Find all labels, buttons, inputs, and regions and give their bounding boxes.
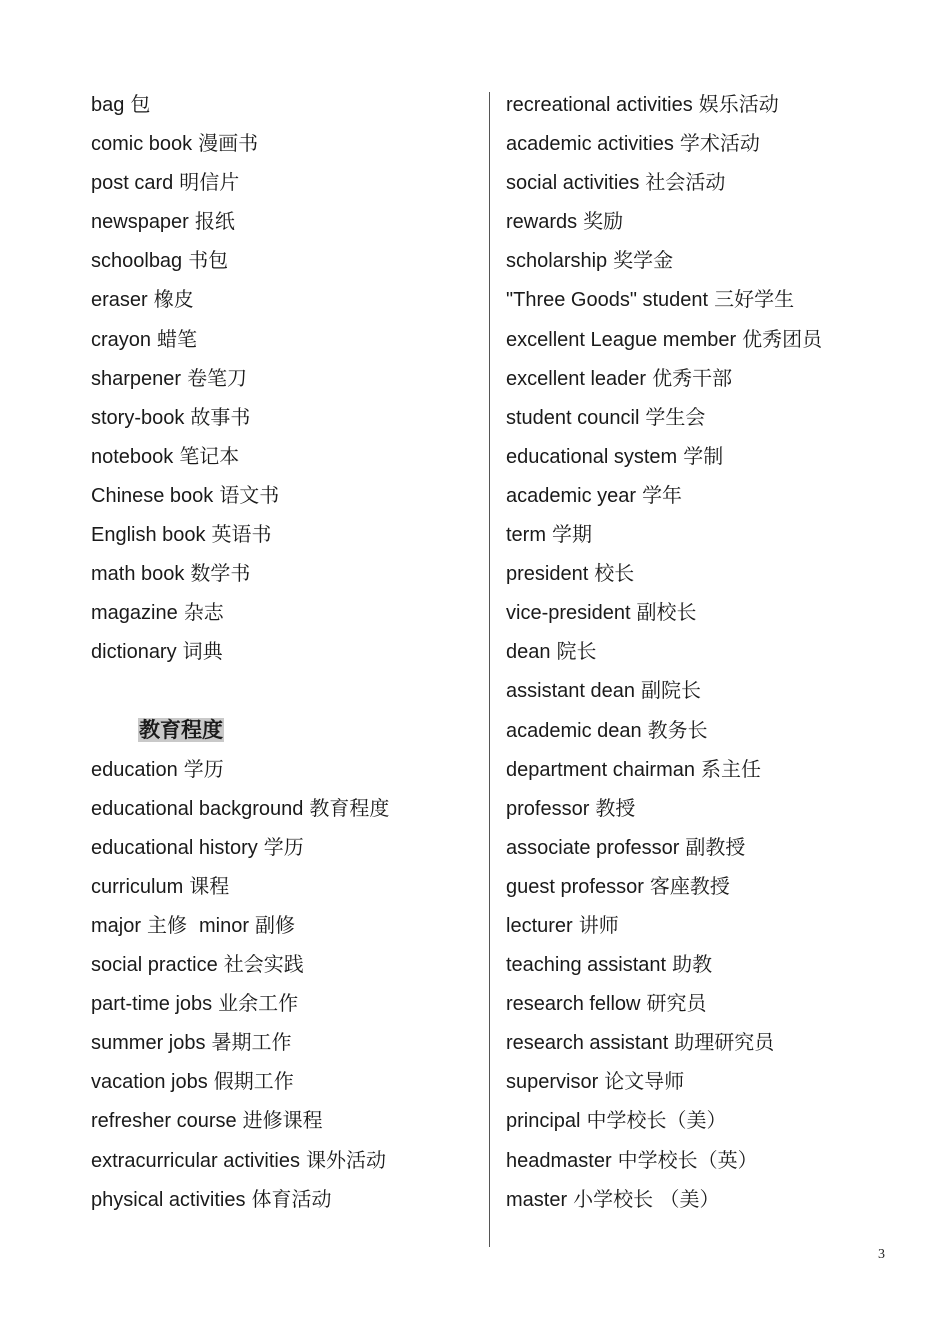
term-chinese: 语文书 xyxy=(219,482,280,507)
term-chinese: 数学书 xyxy=(190,561,251,586)
vocab-entry xyxy=(506,789,926,828)
vocab-entry xyxy=(91,398,481,437)
vocab-entry xyxy=(91,320,481,359)
term-chinese: 副教授 xyxy=(685,834,746,859)
term-chinese: 教育程度 xyxy=(309,795,390,820)
term-chinese: 副校长 xyxy=(636,600,697,625)
term-english: research assistant xyxy=(506,1032,669,1055)
term-english: supervisor xyxy=(506,1071,599,1094)
term-english: department chairman xyxy=(506,758,695,781)
term-english: education xyxy=(91,758,178,781)
vocab-entry xyxy=(506,671,926,710)
vocab-list-school xyxy=(506,85,926,1219)
term-english: newspaper xyxy=(91,211,189,234)
term-chinese: 明信片 xyxy=(179,170,240,195)
vocab-entry xyxy=(506,1141,926,1180)
term-english: teaching assistant xyxy=(506,954,667,977)
term-english: eraser xyxy=(91,289,148,312)
vocab-entry xyxy=(506,1062,926,1101)
term-english: academic activities xyxy=(506,133,674,156)
term-english: "Three Goods" student xyxy=(506,289,709,312)
term-english: bag xyxy=(91,94,125,116)
term-english: crayon xyxy=(91,328,152,351)
term-chinese: 学年 xyxy=(642,482,683,507)
term-chinese: 报纸 xyxy=(194,209,235,234)
vocab-entry xyxy=(506,476,926,515)
vocab-entry xyxy=(506,945,926,984)
term-english: schoolbag xyxy=(91,250,183,273)
term-chinese: 中学校长（英） xyxy=(617,1147,758,1172)
vocab-entry xyxy=(506,85,926,124)
vocab-entry xyxy=(91,789,481,828)
vocab-entry xyxy=(91,1062,481,1101)
vocab-entry xyxy=(506,593,926,632)
term-chinese: 暑期工作 xyxy=(211,1030,292,1055)
term-chinese: 娱乐活动 xyxy=(698,92,779,116)
term-chinese: 教务长 xyxy=(647,717,708,742)
vocab-entry xyxy=(91,437,481,476)
term-english: master xyxy=(506,1188,568,1211)
term-chinese: 助教 xyxy=(672,952,713,977)
vocab-entry xyxy=(91,359,481,398)
term-chinese: 杂志 xyxy=(183,600,224,625)
term-english: term xyxy=(506,524,546,547)
term-chinese: 词典 xyxy=(182,639,223,664)
term-english: math book xyxy=(91,563,185,586)
vocab-entry xyxy=(506,163,926,202)
term-chinese: 学历 xyxy=(183,756,224,781)
term-english: magazine xyxy=(91,602,178,625)
term-english: dictionary xyxy=(91,641,177,664)
vocab-entry xyxy=(506,359,926,398)
term-english: refresher course xyxy=(91,1110,237,1133)
term-english: principal xyxy=(506,1110,581,1133)
term-chinese: 社会活动 xyxy=(645,170,726,195)
term-english: post card xyxy=(91,172,174,195)
term-chinese: 橡皮 xyxy=(153,287,194,312)
term-chinese: 优秀干部 xyxy=(652,365,733,390)
vocab-entry xyxy=(91,280,481,319)
vocab-entry xyxy=(506,320,926,359)
term-english: educational system xyxy=(506,445,678,468)
term-chinese: 蜡笔 xyxy=(157,326,198,351)
section-heading-text: 教育程度 xyxy=(139,717,223,742)
term-chinese: 小学校长 （美） xyxy=(573,1186,720,1211)
vocab-entry xyxy=(506,828,926,867)
term-chinese: 教授 xyxy=(595,795,636,820)
term-chinese: 漫画书 xyxy=(198,131,259,156)
term-chinese: 社会实践 xyxy=(223,952,304,977)
term-chinese: 学历 xyxy=(263,834,304,859)
term-english: part-time jobs xyxy=(91,993,213,1016)
term-chinese: 学术活动 xyxy=(679,131,760,156)
vocab-entry xyxy=(506,1023,926,1062)
term-chinese: 校长 xyxy=(594,561,635,586)
term-english: research fellow xyxy=(506,993,641,1016)
term-english: sharpener xyxy=(91,367,182,390)
vocab-entry xyxy=(91,554,481,593)
term-english: academic dean xyxy=(506,719,642,742)
term-english: headmaster xyxy=(506,1149,612,1172)
term-chinese: 书包 xyxy=(188,248,229,273)
term-chinese: 系主任 xyxy=(700,756,761,781)
term-chinese: 包 xyxy=(130,92,151,116)
term-english: educational background xyxy=(91,797,304,820)
term-english: president xyxy=(506,563,589,586)
term-chinese: 研究员 xyxy=(646,991,707,1016)
term-english: lecturer xyxy=(506,914,573,937)
vocab-list-stationery xyxy=(91,85,481,671)
vocab-entry xyxy=(506,515,926,554)
term-english: story-book xyxy=(91,406,185,429)
vocab-entry xyxy=(506,241,926,280)
term-english: student council xyxy=(506,406,640,429)
vocab-entry xyxy=(506,984,926,1023)
vocab-entry xyxy=(91,241,481,280)
term-english: guest professor xyxy=(506,875,644,898)
vocab-list-education xyxy=(91,750,481,1219)
term-chinese: 奖学金 xyxy=(613,248,674,273)
term-english: minor xyxy=(199,914,250,937)
term-chinese: 客座教授 xyxy=(649,873,730,898)
vocab-entry xyxy=(506,632,926,671)
vocab-entry xyxy=(506,906,926,945)
vocab-entry xyxy=(91,828,481,867)
term-english: excellent League member xyxy=(506,328,737,351)
term-chinese: 体育活动 xyxy=(251,1186,332,1211)
term-chinese: 笔记本 xyxy=(179,443,240,468)
term-english: extracurricular activities xyxy=(91,1149,300,1172)
vocab-entry xyxy=(91,124,481,163)
term-english: social practice xyxy=(91,954,218,977)
vocab-entry xyxy=(91,202,481,241)
term-chinese: 主修 xyxy=(147,912,188,937)
term-english: associate professor xyxy=(506,836,680,859)
term-chinese: 学期 xyxy=(552,522,592,547)
term-english: professor xyxy=(506,797,590,820)
term-english: recreational activities xyxy=(506,94,693,116)
term-chinese: 学制 xyxy=(683,443,724,468)
term-english: Chinese book xyxy=(91,484,214,507)
term-english: assistant dean xyxy=(506,680,635,703)
vocab-entry xyxy=(506,554,926,593)
vocab-entry xyxy=(91,1141,481,1180)
vocab-entry xyxy=(91,906,481,945)
term-english: vacation jobs xyxy=(91,1071,208,1094)
term-chinese: 故事书 xyxy=(190,404,251,429)
vocab-entry xyxy=(506,437,926,476)
term-chinese: 优秀团员 xyxy=(742,326,823,351)
vocab-entry xyxy=(506,750,926,789)
term-chinese: 论文导师 xyxy=(604,1069,685,1094)
term-english: excellent leader xyxy=(506,367,647,390)
vocab-entry xyxy=(506,124,926,163)
term-chinese: 进修课程 xyxy=(242,1108,323,1133)
term-english: rewards xyxy=(506,211,578,234)
term-english: educational history xyxy=(91,836,258,859)
page-number: 3 xyxy=(878,1247,885,1262)
vocab-entry xyxy=(91,1101,481,1140)
term-chinese: 副院长 xyxy=(640,678,701,703)
term-chinese: 助理研究员 xyxy=(674,1030,775,1055)
term-english: curriculum xyxy=(91,875,184,898)
term-english: social activities xyxy=(506,172,640,195)
term-chinese: 课程 xyxy=(189,873,230,898)
vocab-entry xyxy=(91,1180,481,1219)
vocab-entry xyxy=(506,711,926,750)
term-english: comic book xyxy=(91,133,193,156)
term-chinese: 学生会 xyxy=(645,404,706,429)
right-column xyxy=(506,85,926,1219)
vocab-entry xyxy=(91,632,481,671)
left-column xyxy=(91,85,481,1219)
term-english: dean xyxy=(506,641,551,664)
term-english: summer jobs xyxy=(91,1032,206,1055)
vocab-entry xyxy=(91,750,481,789)
vocab-entry xyxy=(506,202,926,241)
term-chinese: 副修 xyxy=(255,912,296,937)
term-chinese: 讲师 xyxy=(578,912,619,937)
term-chinese: 英语书 xyxy=(211,522,272,547)
spacer xyxy=(91,671,481,710)
term-english: English book xyxy=(91,524,206,547)
vocab-entry xyxy=(91,85,481,124)
term-english: vice-president xyxy=(506,602,631,625)
vocab-entry xyxy=(506,1101,926,1140)
term-english: scholarship xyxy=(506,250,608,273)
term-english: academic year xyxy=(506,484,637,507)
vocab-entry xyxy=(506,867,926,906)
term-chinese: 假期工作 xyxy=(213,1069,294,1094)
term-chinese: 院长 xyxy=(556,639,597,664)
vocab-entry xyxy=(91,945,481,984)
vocab-entry xyxy=(91,593,481,632)
term-chinese: 卷笔刀 xyxy=(187,365,248,390)
term-english: physical activities xyxy=(91,1188,246,1211)
vocab-entry xyxy=(506,280,926,319)
vocab-entry xyxy=(91,476,481,515)
section-heading xyxy=(138,711,481,750)
vocab-entry xyxy=(91,984,481,1023)
vocab-entry xyxy=(506,1180,926,1219)
term-chinese: 中学校长（美） xyxy=(586,1108,727,1133)
vocab-entry xyxy=(91,515,481,554)
term-english: notebook xyxy=(91,445,174,468)
vocab-entry xyxy=(91,1023,481,1062)
vocab-entry xyxy=(91,163,481,202)
term-chinese: 课外活动 xyxy=(305,1147,386,1172)
term-chinese: 业余工作 xyxy=(218,991,299,1016)
term-english: major xyxy=(91,914,142,937)
vocab-entry xyxy=(506,398,926,437)
term-chinese: 奖励 xyxy=(583,209,624,234)
vocab-entry xyxy=(91,867,481,906)
term-chinese: 三好学生 xyxy=(714,287,795,312)
column-divider xyxy=(489,92,490,1247)
